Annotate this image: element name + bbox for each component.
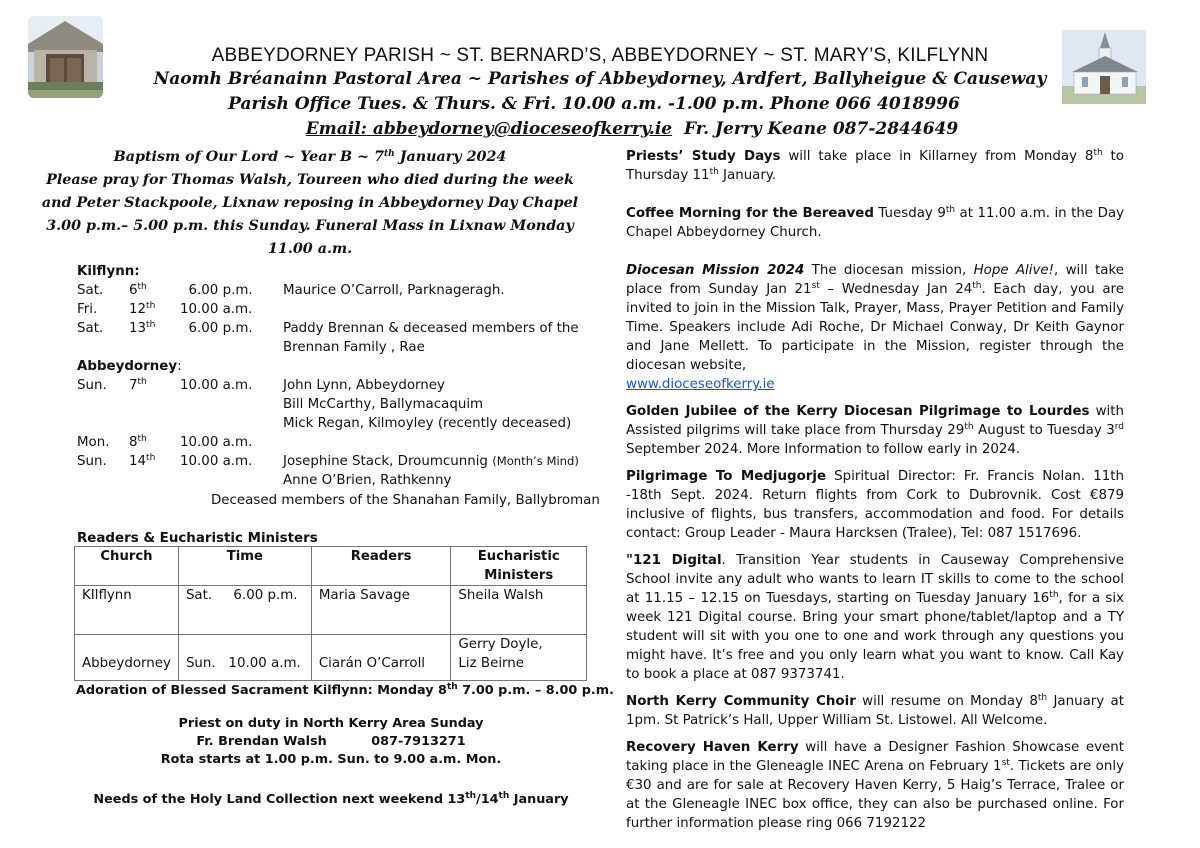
- priest-contact: Fr. Jerry Keane 087-2844649: [683, 119, 959, 139]
- mass-schedule: [77, 262, 587, 490]
- mass-row-cont: Mick Regan, Kilmoyley (recently deceased): [283, 416, 572, 431]
- notice-coffee-morning: Coffee Morning for the Bereaved Tuesday 9th at 11.00 a.m. in the Day Chapel Abbeydorney Church.: [626, 205, 1125, 240]
- notice-121-digital: "121 Digital. Transition Year students in Causeway Comprehensive School invite any adult who wants to learn IT skills to come to the school at 11.15 – 12.15 on Tuesdays, starting on Tuesday January 16th, for a six week 121 Digital course. Bring your smart phone/tablet/laptop and a TY student will sit with you one to one and work through any questions you might have. It’s free and you only learn what you want to know. Call Kay to book a place at 087 9373741.: [626, 553, 1124, 682]
- mass-row: Mon. 8th 10.00 a.m.: [77, 434, 253, 450]
- notice-study-days: Priests’ Study Days will take place in Killarney from Monday 8th to Thursday 11th January.: [626, 148, 1124, 183]
- mass-row-cont: Anne O’Brien, Rathkenny: [283, 473, 452, 488]
- office-hours: Parish Office Tues. & Thurs. & Fri. 10.00 a.m. -1.00 p.m. Phone 066 4018996: [228, 94, 960, 114]
- mass-row-cont: Bill McCarthy, Ballymacaquim: [283, 397, 484, 412]
- mass-row: Sun. 14th 10.00 a.m. Josephine Stack, Droumcunnig (Month’s Mind): [77, 453, 579, 469]
- notice-recovery-haven: Recovery Haven Kerry will have a Designer Fashion Showcase event taking place in the Gleneagle INEC Arena on February 1st. Tickets are only €30 and are for sale at Recovery Haven Kerry, 5 Haig’s Terrace, Tralee or at the Gleneagle INEC box office, they can also be purchased online. For further information please ring 066 7192122: [626, 740, 1124, 831]
- email-label: Email:: [305, 119, 367, 139]
- bulletin-intro: [40, 146, 580, 261]
- mass-row-cont: Brennan Family , Rae: [283, 340, 425, 355]
- notice-diocesan-mission: Diocesan Mission 2024 The diocesan mission, Hope Alive!, will take place from Sunday Jan 21st – Wednesday Jan 24th. Each day, you are invited to join in the Mission Talk, Prayer, Mass, Prayer Petition and Family Time. Speakers include Adi Roche, Dr Michael Conway, Dr Keith Gaynor and Jane Mellett. To participate in the Mission, register through the diocesan website, www.dioceseofkerry.ie: [626, 263, 1124, 392]
- column-header: Time: [178, 547, 311, 586]
- kilflynn-heading: Kilflynn:: [77, 264, 140, 279]
- prayer-request: Please pray for Thomas Walsh, Toureen who died during the week and Peter Stackpoole, Lixnaw reposing in Abbeydorney Day Chapel 3.00 p.m.– 5.00 p.m. this Sunday. Funeral Mass in Lixnaw Monday 11.00 a.m.: [41, 172, 579, 257]
- notice-community-choir: North Kerry Community Choir will resume on Monday 8th January at 1pm. St Patrick’s Hall, Upper William St. Listowel. All Welcome.: [626, 693, 1125, 728]
- readers-heading: Readers & Eucharistic Ministers: [77, 531, 318, 546]
- mass-row: Fri. 12th 10.00 a.m.: [77, 301, 253, 317]
- liturgical-title: Baptism of Our Lord ~ Year B ~ 7th January 2024: [113, 149, 507, 165]
- mass-row: Sat. 13th 6.00 p.m. Paddy Brennan & deceased members of the: [77, 320, 579, 336]
- priest-on-duty: Priest on duty in North Kerry Area Sunday Fr. Brendan Walsh 087-7913271 Rota starts at 1.00 p.m. Sun. to 9.00 a.m. Mon.: [160, 716, 502, 767]
- abbeydorney-heading: Abbeydorney:: [77, 359, 182, 374]
- notice-lourdes-jubilee: Golden Jubilee of the Kerry Diocesan Pilgrimage to Lourdes with Assisted pilgrims will take place from Thursday 29th August to Tuesday 3rd September 2024. More Information to follow early in 2024.: [626, 404, 1125, 457]
- pastoral-area: Naomh Bréanainn Pastoral Area ~ Parishes of Abbeydorney, Ardfert, Ballyheigue & Causeway: [153, 69, 1047, 89]
- readers-table: [74, 546, 587, 681]
- table-header-row: [75, 547, 587, 586]
- months-mind-note: (Month’s Mind): [492, 454, 579, 468]
- deceased-line: Deceased members of the Shanahan Family, Ballybroman: [211, 493, 600, 508]
- column-header: Eucharistic Ministers: [451, 547, 587, 586]
- mass-row: Sat. 6th 6.00 p.m. Maurice O’Carroll, Parknageragh.: [77, 282, 505, 298]
- table-row: KIlflynn Sat. 6.00 p.m. Maria Savage Sheila Walsh: [75, 586, 587, 635]
- church-photo-st-marys: [1062, 30, 1146, 104]
- table-row: Abbeydorney Sun. 10.00 a.m. Ciarán O’Carroll Gerry Doyle, Liz Beirne: [75, 635, 587, 681]
- column-header: Readers: [311, 547, 451, 586]
- email-link[interactable]: abbeydorney@dioceseofkerry.ie: [372, 119, 673, 139]
- notices-column: [626, 147, 1124, 833]
- collection-notice: Needs of the Holy Land Collection next weekend 13th/14th January: [93, 791, 569, 807]
- diocese-website-link[interactable]: www.dioceseofkerry.ie: [626, 377, 775, 392]
- mass-row: Sun. 7th 10.00 a.m. John Lynn, Abbeydorney: [77, 377, 445, 393]
- adoration-notice: Adoration of Blessed Sacrament Kilflynn: Monday 8th 7.00 p.m. – 8.00 p.m.: [76, 682, 614, 698]
- parish-title: ABBEYDORNEY PARISH ~ ST. BERNARD’S, ABBEYDORNEY ~ ST. MARY’S, KILFLYNN: [211, 45, 989, 66]
- column-header: Church: [75, 547, 179, 586]
- notice-medjugorje: Pilgrimage To Medjugorje Spiritual Director: Fr. Francis Nolan. 11th -18th Sept. 2024. Return flights from Cork to Dubrovnik. Cost €879 inclusive of flights, bus transfers, accommodation and food. For details contact: Group Leader - Maura Harcksen (Tralee), Tel: 087 1517696.: [626, 469, 1125, 541]
- contact-line: [32, 120, 1200, 139]
